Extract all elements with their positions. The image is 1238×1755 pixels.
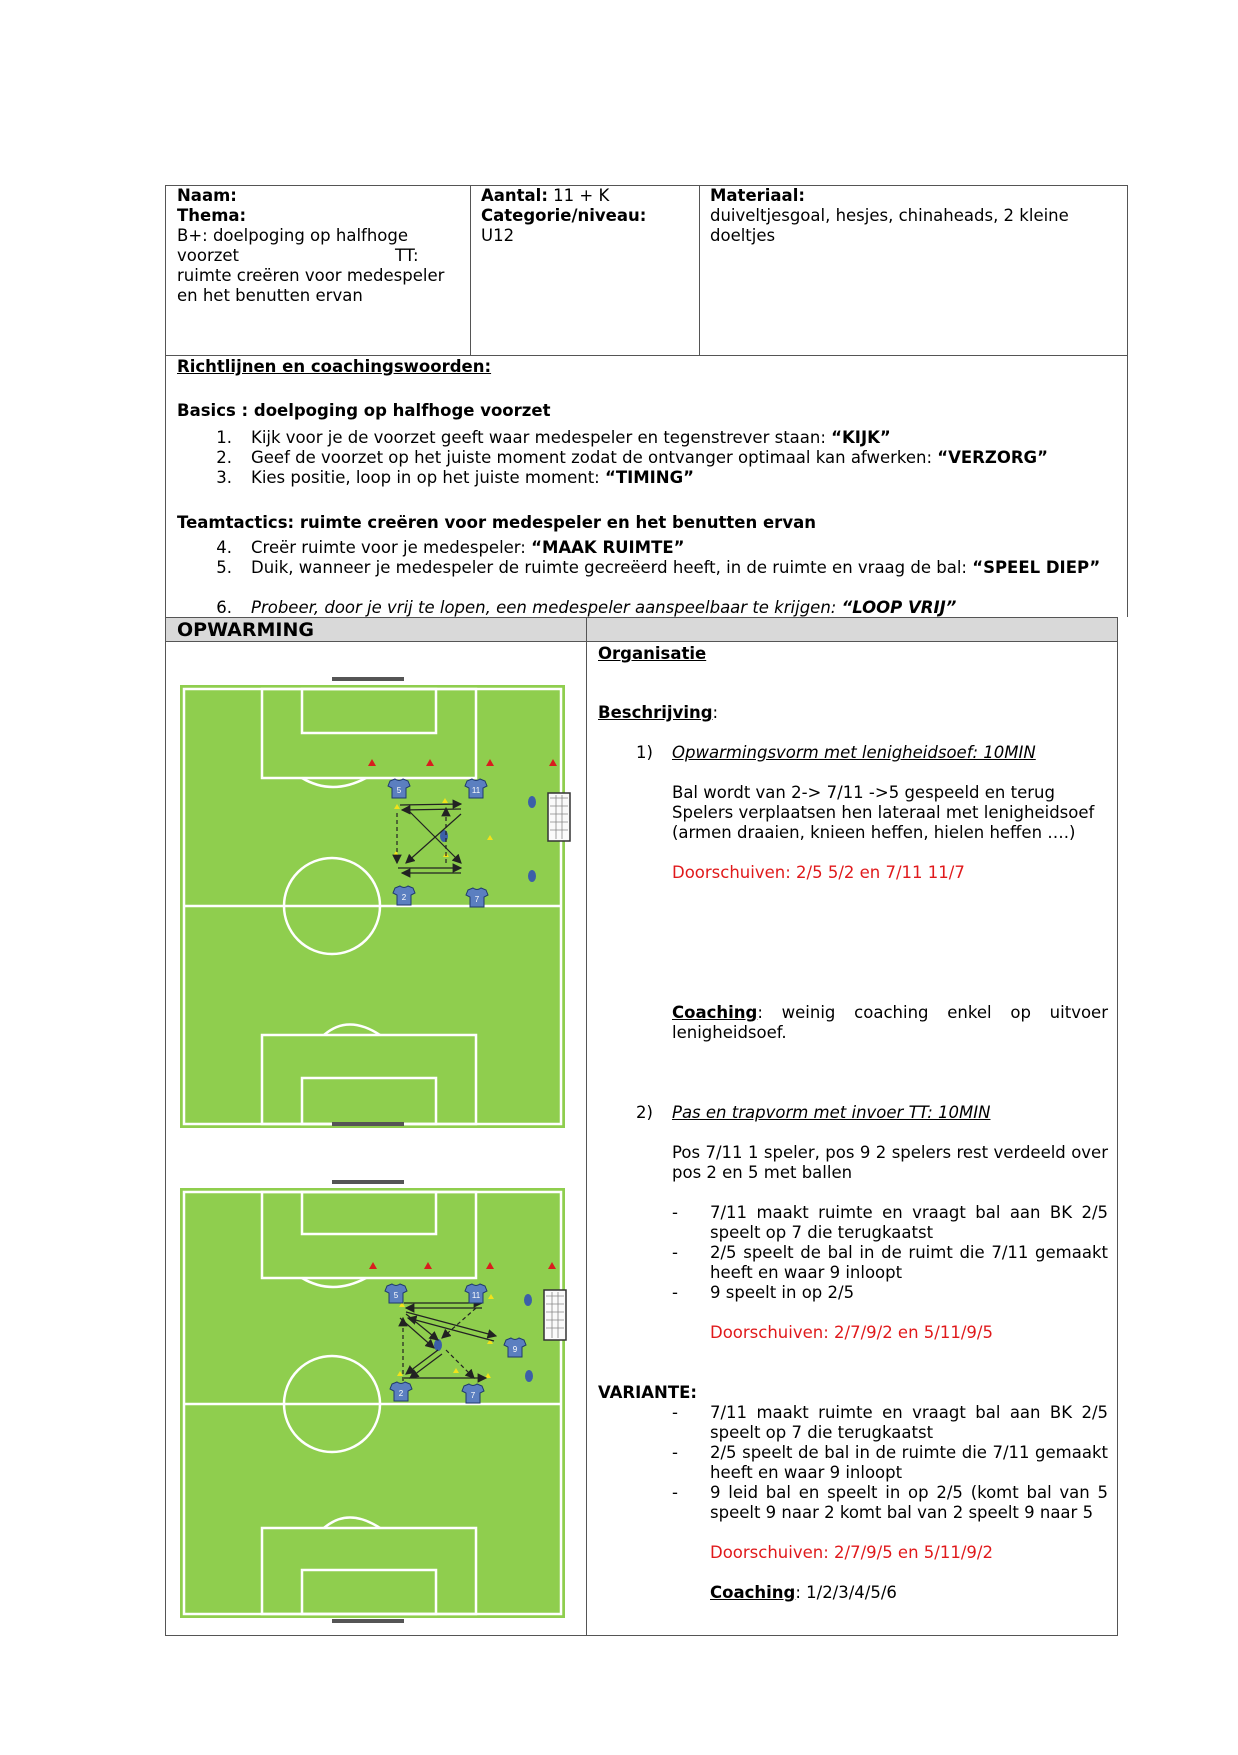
- small-goal-icon: [548, 793, 570, 841]
- ex2-dash-1: -: [672, 1203, 678, 1222]
- variante-dash-1: -: [672, 1403, 678, 1422]
- player-number-7: 7: [474, 895, 480, 904]
- team-num-5: 5.: [216, 558, 232, 577]
- goal-top-icon: [332, 1180, 404, 1184]
- player-number-11: 11: [471, 786, 481, 795]
- soccer-ball-icon: [434, 1339, 442, 1351]
- variante-doorschuiven: Doorschuiven: 2/7/9/5 en 5/11/9/2: [710, 1543, 993, 1562]
- basics-num-2: 2.: [216, 448, 232, 467]
- ex1-coaching-text: : weinig coaching enkel op uitvoer lenigheidsoef.: [672, 1003, 1108, 1042]
- aantal-label: Aantal:: [481, 186, 548, 205]
- player-number-2: 2: [398, 1389, 404, 1398]
- soccer-ball-icon: [525, 1370, 533, 1382]
- variante-coaching-label: Coaching: [710, 1583, 796, 1602]
- variante-dash-3: -: [672, 1483, 678, 1502]
- ex1-doorschuiven: Doorschuiven: 2/5 5/2 en 7/11 11/7: [672, 863, 965, 882]
- ex1-title: Opwarmingsvorm met lenigheidsoef: 10MIN: [672, 743, 1036, 762]
- materiaal-line-2: doeltjes: [710, 226, 776, 245]
- goal-top-icon: [332, 677, 404, 681]
- ex1-coaching-label: Coaching: [672, 1003, 758, 1022]
- ex2-dash-3: -: [672, 1283, 678, 1302]
- ex2-bullet-3: 9 speelt in op 2/5: [710, 1283, 855, 1302]
- ex2-doorschuiven: Doorschuiven: 2/7/9/2 en 5/11/9/5: [710, 1323, 993, 1342]
- variante-bullet-2: 2/5 speelt de bal in de ruimte die 7/11 gemaakt heeft en waar 9 inloopt: [710, 1443, 1108, 1482]
- soccer-ball-icon: [528, 870, 536, 882]
- player-number-5: 5: [393, 1291, 399, 1300]
- thema-label: Thema:: [177, 206, 247, 225]
- ex2-intro: Pos 7/11 1 speler, pos 9 2 spelers rest verdeeld over pos 2 en 5 met ballen: [672, 1143, 1108, 1182]
- team-num-6: 6.: [216, 598, 232, 617]
- team-keyword-4: “MAAK RUIMTE”: [531, 538, 685, 557]
- basics-keyword-1: “KIJK”: [831, 428, 891, 447]
- aantal-value: 11 + K: [547, 186, 610, 205]
- basics-text-2: Geef de voorzet op het juiste moment zodat de ontvanger optimaal kan afwerken:: [251, 448, 938, 467]
- soccer-ball-icon: [528, 796, 536, 808]
- thema-line-4: ruimte creëren voor medespeler: [177, 266, 445, 285]
- opwarming-title: OPWARMING: [177, 619, 314, 641]
- player-number-5: 5: [396, 786, 402, 795]
- categorie-value: U12: [481, 226, 515, 245]
- basics-text-1: Kijk voor je de voorzet geeft waar medespeler en tegenstrever staan:: [251, 428, 832, 447]
- team-title: Teamtactics: ruimte creëren voor medespeler en het benutten ervan: [177, 513, 816, 532]
- basics-keyword-2: “VERZORG”: [937, 448, 1048, 467]
- goal-bottom-icon: [332, 1619, 404, 1623]
- player-number-9: 9: [512, 1345, 518, 1354]
- variante-coaching-text: : 1/2/3/4/5/6: [795, 1583, 897, 1602]
- player-number-7: 7: [470, 1391, 476, 1400]
- ex2-bullet-1: 7/11 maakt ruimte en vraagt bal aan BK 2/5 speelt op 7 die terugkaatst: [710, 1203, 1108, 1242]
- thema-line-1: B+: doelpoging op halfhoge: [177, 226, 409, 245]
- beschrijving-colon: :: [712, 703, 719, 722]
- richtlijnen-title: Richtlijnen en coachingswoorden:: [177, 357, 492, 376]
- ex2-bullet-2: 2/5 speelt de bal in de ruimt die 7/11 gemaakt heeft en waar 9 inloopt: [710, 1243, 1108, 1282]
- thema-line-3: TT:: [395, 246, 419, 265]
- organisatie-label: Organisatie: [598, 644, 707, 663]
- basics-text-3: Kies positie, loop in op het juiste moment:: [251, 468, 605, 487]
- variante-bullet-1: 7/11 maakt ruimte en vraagt bal aan BK 2/5 speelt op 7 die terugkaatst: [710, 1403, 1108, 1442]
- basics-title: Basics : doelpoging op halfhoge voorzet: [177, 401, 551, 420]
- basics-keyword-3: “TIMING”: [604, 468, 694, 487]
- soccer-ball-icon: [524, 1294, 532, 1306]
- team-keyword-5: “SPEEL DIEP”: [972, 558, 1101, 577]
- ex1-line-3: (armen draaien, knieen heffen, hielen heffen ….): [672, 823, 1076, 842]
- team-text-4: Creër ruimte voor je medespeler:: [251, 538, 532, 557]
- team-text-6: Probeer, door je vrij te lopen, een medespeler aanspeelbaar te krijgen:: [251, 598, 842, 617]
- thema-line-5: en het benutten ervan: [177, 286, 363, 305]
- team-num-4: 4.: [216, 538, 232, 557]
- basics-num-3: 3.: [216, 468, 232, 487]
- team-text-5: Duik, wanneer je medespeler de ruimte gecreëerd heeft, in de ruimte en vraag de bal:: [251, 558, 973, 577]
- small-goal-icon: [544, 1290, 566, 1340]
- goal-bottom-icon: [332, 1122, 404, 1126]
- ex2-dash-2: -: [672, 1243, 678, 1262]
- field-diagram-2: [176, 1178, 576, 1624]
- basics-num-1: 1.: [216, 428, 232, 447]
- variante-label: VARIANTE:: [598, 1383, 697, 1402]
- materiaal-label: Materiaal:: [710, 186, 805, 205]
- field-diagram-1: [176, 668, 576, 1134]
- beschrijving-label: Beschrijving: [598, 703, 713, 722]
- thema-line-2: voorzet: [177, 246, 240, 265]
- naam-label: Naam:: [177, 186, 237, 205]
- variante-dash-2: -: [672, 1443, 678, 1462]
- team-keyword-6: “LOOP VRIJ”: [841, 598, 957, 617]
- ex1-line-1: Bal wordt van 2-> 7/11 ->5 gespeeld en terug: [672, 783, 1055, 802]
- ex1-num: 1): [636, 743, 653, 762]
- player-number-2: 2: [401, 893, 407, 902]
- player-number-11: 11: [471, 1291, 481, 1300]
- ex2-num: 2): [636, 1103, 653, 1122]
- ex2-title: Pas en trapvorm met invoer TT: 10MIN: [672, 1103, 991, 1122]
- ex1-line-2: Spelers verplaatsen hen lateraal met lenigheidsoef: [672, 803, 1095, 822]
- variante-bullet-3: 9 leid bal en speelt in op 2/5 (komt bal van 5 speelt 9 naar 2 komt bal van 2 speelt 9 naar 5: [710, 1483, 1108, 1522]
- categorie-label: Categorie/niveau:: [481, 206, 647, 225]
- materiaal-line-1: duiveltjesgoal, hesjes, chinaheads, 2 kleine: [710, 206, 1069, 225]
